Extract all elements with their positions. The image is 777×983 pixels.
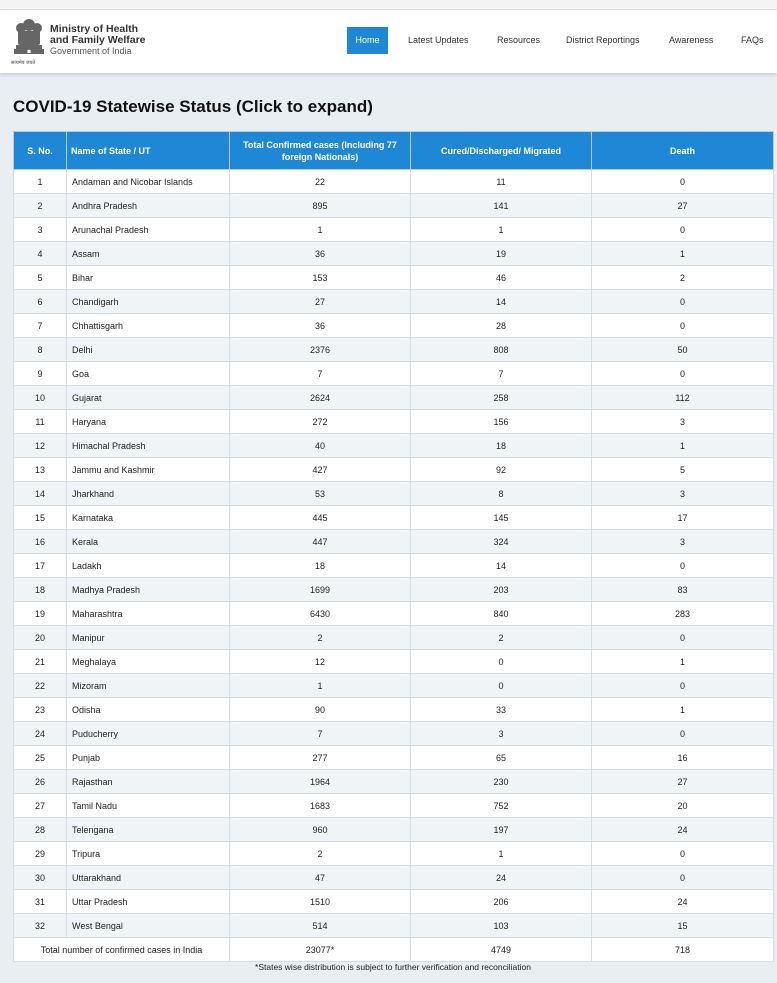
cell-cured: 752 (411, 794, 592, 818)
cell-confirmed: 1964 (230, 770, 411, 794)
cell-cured: 8 (411, 482, 592, 506)
cell-state-name: Ladakh (67, 554, 230, 578)
cell-cured: 840 (411, 602, 592, 626)
cell-sno: 12 (14, 434, 67, 458)
cell-sno: 29 (14, 842, 67, 866)
table-row[interactable] (14, 770, 774, 794)
cell-confirmed: 895 (230, 194, 411, 218)
cell-sno: 5 (14, 266, 67, 290)
cell-state-name: Telengana (67, 818, 230, 842)
cell-cured: 258 (411, 386, 592, 410)
cell-death: 3 (592, 482, 774, 506)
table-row[interactable] (14, 578, 774, 602)
cell-cured: 14 (411, 290, 592, 314)
cell-sno: 11 (14, 410, 67, 434)
nav-home[interactable]: Home (347, 27, 388, 54)
cell-death: 0 (592, 626, 774, 650)
table-row[interactable] (14, 386, 774, 410)
cell-confirmed: 960 (230, 818, 411, 842)
cell-cured: 145 (411, 506, 592, 530)
cell-confirmed: 47 (230, 866, 411, 890)
cell-cured: 324 (411, 530, 592, 554)
cell-cured: 203 (411, 578, 592, 602)
nav-faqs[interactable]: FAQs (741, 35, 764, 45)
cell-confirmed: 22 (230, 170, 411, 194)
cell-confirmed: 36 (230, 314, 411, 338)
cell-state-name: Arunachal Pradesh (67, 218, 230, 242)
cell-confirmed: 2376 (230, 338, 411, 362)
cell-sno: 10 (14, 386, 67, 410)
cell-state-name: Andhra Pradesh (67, 194, 230, 218)
cell-confirmed: 36 (230, 242, 411, 266)
cell-sno: 21 (14, 650, 67, 674)
table-row[interactable] (14, 890, 774, 914)
cell-death: 283 (592, 602, 774, 626)
cell-state-name: Andaman and Nicobar Islands (67, 170, 230, 194)
cell-confirmed: 153 (230, 266, 411, 290)
cell-confirmed: 2 (230, 842, 411, 866)
table-row[interactable] (14, 674, 774, 698)
cell-sno: 22 (14, 674, 67, 698)
table-row[interactable] (14, 602, 774, 626)
cell-state-name: Goa (67, 362, 230, 386)
cell-death: 112 (592, 386, 774, 410)
cell-death: 83 (592, 578, 774, 602)
cell-death: 0 (592, 722, 774, 746)
cell-state-name: Gujarat (67, 386, 230, 410)
ministry-logo-text[interactable] (50, 24, 146, 57)
cell-sno: 9 (14, 362, 67, 386)
table-row[interactable] (14, 914, 774, 938)
cell-confirmed: 27 (230, 290, 411, 314)
table-row[interactable] (14, 506, 774, 530)
cell-sno: 31 (14, 890, 67, 914)
cell-state-name: West Bengal (67, 914, 230, 938)
total-row (14, 938, 774, 962)
emblem-caption: सत्यमेव जयते (11, 60, 36, 66)
header-state-name: Name of State / UT (67, 132, 230, 170)
cell-state-name: Himachal Pradesh (67, 434, 230, 458)
cell-confirmed: 445 (230, 506, 411, 530)
cell-confirmed: 7 (230, 362, 411, 386)
cell-death: 3 (592, 410, 774, 434)
cell-sno: 15 (14, 506, 67, 530)
table-row[interactable] (14, 338, 774, 362)
cell-confirmed: 90 (230, 698, 411, 722)
cell-death: 27 (592, 194, 774, 218)
cell-sno: 17 (14, 554, 67, 578)
cell-cured: 141 (411, 194, 592, 218)
table-row[interactable] (14, 170, 774, 194)
cell-death: 1 (592, 650, 774, 674)
ministry-name-line1: Ministry of Health (50, 23, 139, 35)
nav-district-reportings[interactable]: District Reportings (566, 35, 640, 45)
statewise-status-table (13, 131, 774, 962)
cell-state-name: Madhya Pradesh (67, 578, 230, 602)
cell-sno: 23 (14, 698, 67, 722)
cell-death: 24 (592, 818, 774, 842)
total-cured: 4749 (411, 938, 592, 962)
cell-death: 2 (592, 266, 774, 290)
header-confirmed: Total Confirmed cases (Including 77 foreign Nationals) (230, 132, 411, 170)
cell-sno: 6 (14, 290, 67, 314)
cell-death: 0 (592, 866, 774, 890)
cell-death: 20 (592, 794, 774, 818)
cell-confirmed: 427 (230, 458, 411, 482)
cell-cured: 24 (411, 866, 592, 890)
cell-cured: 103 (411, 914, 592, 938)
cell-confirmed: 272 (230, 410, 411, 434)
table-row[interactable] (14, 434, 774, 458)
cell-cured: 808 (411, 338, 592, 362)
table-row[interactable] (14, 794, 774, 818)
cell-cured: 206 (411, 890, 592, 914)
cell-state-name: Bihar (67, 266, 230, 290)
table-row[interactable] (14, 290, 774, 314)
cell-death: 0 (592, 290, 774, 314)
cell-sno: 13 (14, 458, 67, 482)
cell-death: 0 (592, 314, 774, 338)
cell-sno: 16 (14, 530, 67, 554)
site-header (0, 10, 777, 73)
cell-state-name: Maharashtra (67, 602, 230, 626)
cell-cured: 1 (411, 218, 592, 242)
browser-top-strip (0, 0, 777, 10)
nav-awareness[interactable]: Awareness (669, 35, 714, 45)
header-cured: Cured/Discharged/ Migrated (411, 132, 592, 170)
table-row[interactable] (14, 818, 774, 842)
cell-state-name: Tamil Nadu (67, 794, 230, 818)
cell-sno: 3 (14, 218, 67, 242)
cell-sno: 26 (14, 770, 67, 794)
cell-cured: 0 (411, 674, 592, 698)
cell-death: 0 (592, 218, 774, 242)
cell-sno: 32 (14, 914, 67, 938)
cell-death: 16 (592, 746, 774, 770)
cell-state-name: Manipur (67, 626, 230, 650)
cell-sno: 27 (14, 794, 67, 818)
total-death: 718 (592, 938, 774, 962)
cell-cured: 1 (411, 842, 592, 866)
cell-death: 27 (592, 770, 774, 794)
table-row[interactable] (14, 194, 774, 218)
total-confirmed: 23077* (230, 938, 411, 962)
cell-death: 50 (592, 338, 774, 362)
cell-sno: 14 (14, 482, 67, 506)
table-row[interactable] (14, 410, 774, 434)
cell-sno: 7 (14, 314, 67, 338)
table-header-row (14, 132, 774, 170)
table-row[interactable] (14, 218, 774, 242)
cell-cured: 28 (411, 314, 592, 338)
footnote: *States wise distribution is subject to further verification and reconciliation (255, 962, 531, 972)
cell-death: 24 (592, 890, 774, 914)
cell-sno: 20 (14, 626, 67, 650)
table-row[interactable] (14, 842, 774, 866)
cell-death: 0 (592, 674, 774, 698)
cell-death: 3 (592, 530, 774, 554)
cell-sno: 19 (14, 602, 67, 626)
table-body (14, 170, 774, 938)
cell-cured: 14 (411, 554, 592, 578)
cell-confirmed: 1 (230, 218, 411, 242)
table-row[interactable] (14, 698, 774, 722)
page-title[interactable]: COVID-19 Statewise Status (Click to expand) (13, 97, 373, 116)
cell-confirmed: 40 (230, 434, 411, 458)
cell-confirmed: 2624 (230, 386, 411, 410)
cell-sno: 18 (14, 578, 67, 602)
total-label: Total number of confirmed cases in India (14, 938, 230, 962)
cell-sno: 30 (14, 866, 67, 890)
cell-state-name: Delhi (67, 338, 230, 362)
cell-confirmed: 514 (230, 914, 411, 938)
nav-latest-updates[interactable]: Latest Updates (408, 35, 469, 45)
cell-state-name: Chhattisgarh (67, 314, 230, 338)
government-line: Government of India (50, 46, 132, 56)
cell-state-name: Puducherry (67, 722, 230, 746)
cell-sno: 8 (14, 338, 67, 362)
cell-death: 0 (592, 554, 774, 578)
table-row[interactable] (14, 266, 774, 290)
cell-confirmed: 1510 (230, 890, 411, 914)
table-row[interactable] (14, 314, 774, 338)
cell-death: 1 (592, 242, 774, 266)
cell-cured: 18 (411, 434, 592, 458)
cell-confirmed: 1 (230, 674, 411, 698)
cell-state-name: Tripura (67, 842, 230, 866)
cell-cured: 230 (411, 770, 592, 794)
cell-death: 1 (592, 434, 774, 458)
cell-confirmed: 12 (230, 650, 411, 674)
cell-sno: 28 (14, 818, 67, 842)
cell-state-name: Odisha (67, 698, 230, 722)
cell-state-name: Punjab (67, 746, 230, 770)
cell-confirmed: 277 (230, 746, 411, 770)
cell-confirmed: 2 (230, 626, 411, 650)
cell-death: 0 (592, 362, 774, 386)
cell-state-name: Meghalaya (67, 650, 230, 674)
cell-sno: 4 (14, 242, 67, 266)
table-row[interactable] (14, 866, 774, 890)
cell-confirmed: 6430 (230, 602, 411, 626)
cell-state-name: Jammu and Kashmir (67, 458, 230, 482)
cell-state-name: Assam (67, 242, 230, 266)
cell-sno: 2 (14, 194, 67, 218)
cell-state-name: Haryana (67, 410, 230, 434)
table-row[interactable] (14, 746, 774, 770)
cell-cured: 7 (411, 362, 592, 386)
cell-cured: 92 (411, 458, 592, 482)
cell-cured: 11 (411, 170, 592, 194)
cell-state-name: Karnataka (67, 506, 230, 530)
nav-resources[interactable]: Resources (497, 35, 541, 45)
cell-death: 1 (592, 698, 774, 722)
cell-cured: 33 (411, 698, 592, 722)
cell-sno: 1 (14, 170, 67, 194)
table-row[interactable] (14, 530, 774, 554)
cell-state-name: Kerala (67, 530, 230, 554)
cell-confirmed: 1699 (230, 578, 411, 602)
cell-cured: 3 (411, 722, 592, 746)
cell-cured: 65 (411, 746, 592, 770)
cell-death: 17 (592, 506, 774, 530)
table-row[interactable] (14, 722, 774, 746)
cell-state-name: Rajasthan (67, 770, 230, 794)
cell-state-name: Jharkhand (67, 482, 230, 506)
cell-cured: 19 (411, 242, 592, 266)
table-row[interactable] (14, 242, 774, 266)
cell-sno: 24 (14, 722, 67, 746)
cell-sno: 25 (14, 746, 67, 770)
ministry-name-line2: and Family Welfare (50, 34, 146, 46)
table-row[interactable] (14, 482, 774, 506)
cell-confirmed: 7 (230, 722, 411, 746)
cell-cured: 0 (411, 650, 592, 674)
table-row[interactable] (14, 362, 774, 386)
cell-confirmed: 53 (230, 482, 411, 506)
cell-state-name: Mizoram (67, 674, 230, 698)
cell-death: 0 (592, 842, 774, 866)
cell-cured: 197 (411, 818, 592, 842)
cell-death: 0 (592, 170, 774, 194)
cell-death: 5 (592, 458, 774, 482)
cell-state-name: Uttar Pradesh (67, 890, 230, 914)
cell-cured: 156 (411, 410, 592, 434)
table-row[interactable] (14, 650, 774, 674)
table-row[interactable] (14, 626, 774, 650)
cell-confirmed: 447 (230, 530, 411, 554)
cell-confirmed: 18 (230, 554, 411, 578)
cell-death: 15 (592, 914, 774, 938)
cell-state-name: Uttarakhand (67, 866, 230, 890)
cell-state-name: Chandigarh (67, 290, 230, 314)
cell-confirmed: 1683 (230, 794, 411, 818)
cell-cured: 2 (411, 626, 592, 650)
table-row[interactable] (14, 458, 774, 482)
table-row[interactable] (14, 554, 774, 578)
header-sno: S. No. (14, 132, 67, 170)
header-death: Death (592, 132, 774, 170)
cell-cured: 46 (411, 266, 592, 290)
